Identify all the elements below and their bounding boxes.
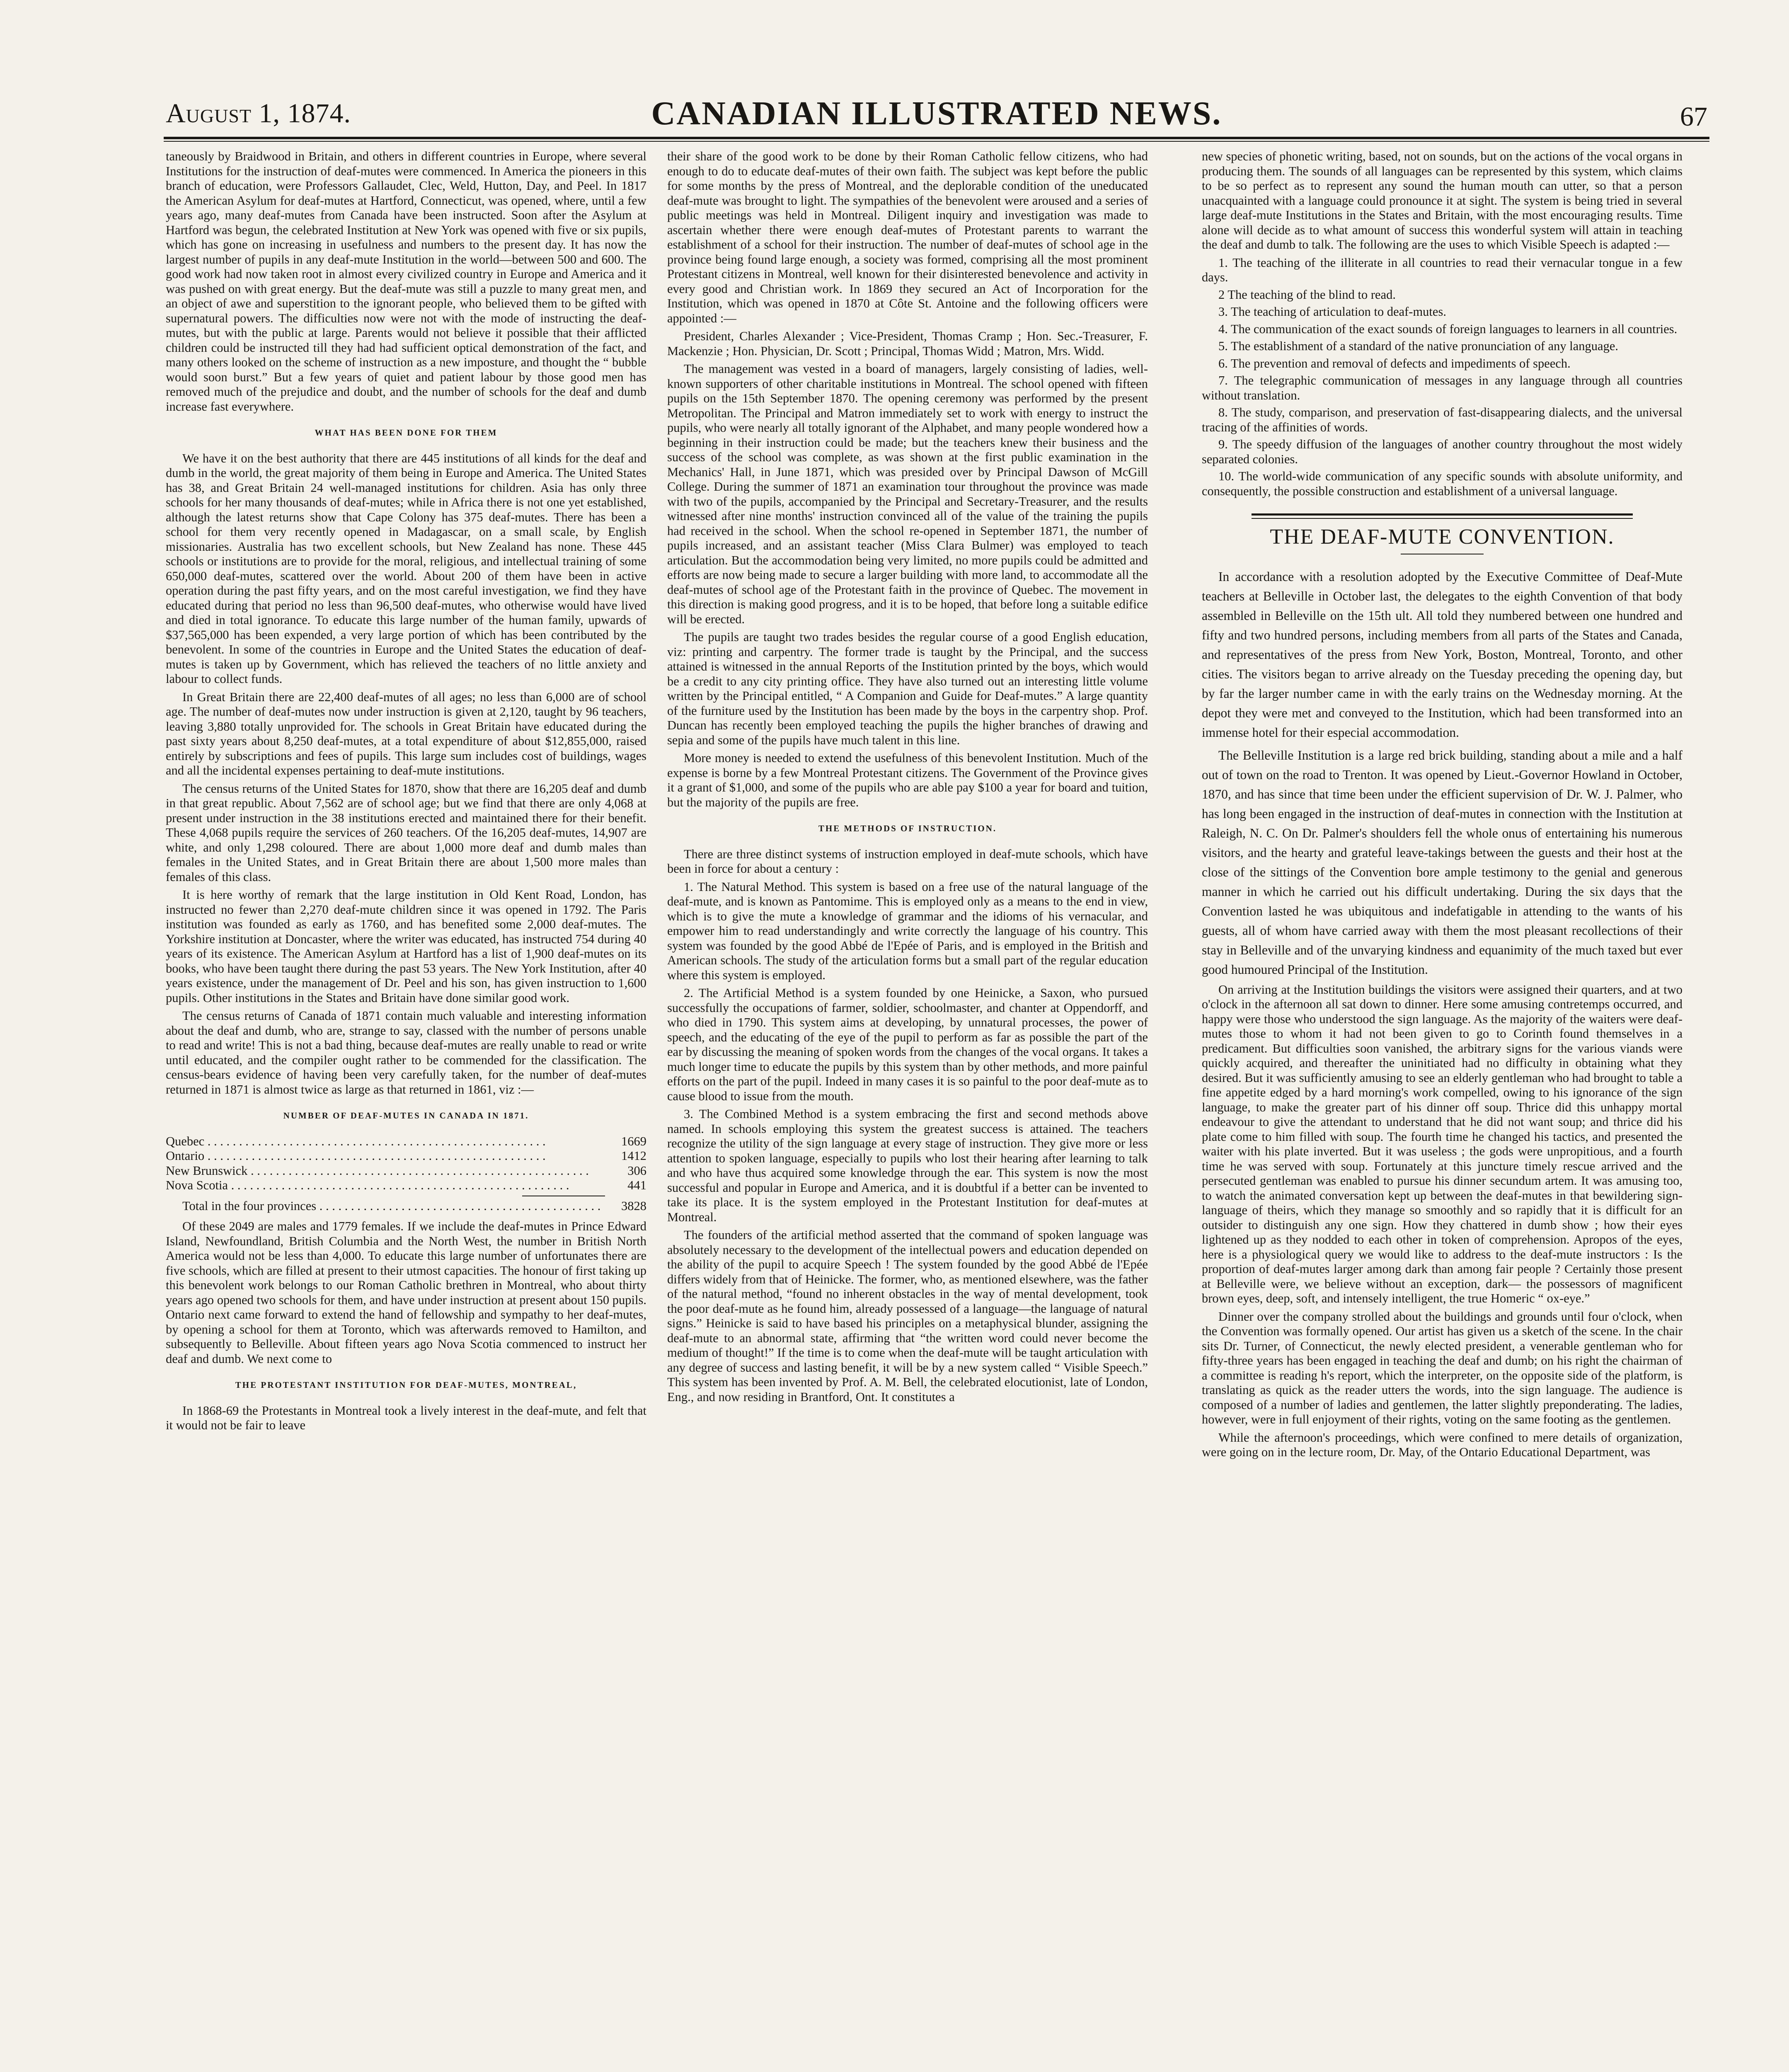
paragraph: 3. The Combined Method is a system embracing the first and second methods above named. In schools employing this system the greatest success is attained. The teachers recognize the utility of the sign language at every stage of instruction. They give more or less attention to spoken language, especially to pupils who lost their hearing after learning to talk and who have thus acquired some knowledge through the ear. This system is now the most successful and popular in Europe and America, and it is doubtful if a better can be invented to take its place. It is the system employed in the Protestant Institution for deaf-mutes at Montreal.: [667, 1107, 1148, 1224]
table-row: [166, 1149, 646, 1164]
column-3: [1202, 149, 1682, 2072]
table-row: [166, 1164, 646, 1179]
total-value: 3828: [621, 1198, 646, 1213]
paragraph: On arriving at the Institution buildings the visitors were assigned their quarters, and at two o'clock in the afternoon all sat down to dinner. Here some amusing contretemps occurred, and happy were those who understood the sign language. As the majority of the waiters were deaf-mutes those to whom it had not been given to go to Corinth found themselves in a predicament. But difficulties soon vanished, the arbitrary signs for the various viands were quickly acquired, and thereafter the uninitiated had no difficulty in obtaining what they desired. But it was sufficiently amusing to see an elderly gentleman who had brought to table a fine appetite edged by a hard morning's work compelled, owing to his ignorance of the sign language, to make the greater part of his dinner off soup. Thrice did this unhappy mortal endeavour to give the attendant to understand that he did not want soup; and thrice did his plate come to him filled with soup. The fourth time he changed his tactics, and presented the waiter with his plate inverted. But it was useless ; the gods were unpropitious, and a fourth time he was served with soup. Fortunately at this juncture timely rescue arrived and the persecuted gentleman was enabled to pursue his dinner secundum artem. It was amusing too, to watch the animated conversation kept up between the deaf-mutes in that bewildering sign-language of theirs, which they manage so smoothly and so rapidly that it is difficult for an outsider to distinguish any one sign. How they chattered in dumb show ; how their eyes lightened up as they nodded to each other in token of comprehension. Apropos of the eyes, here is a physiological query we would like to address to the deaf-mute instructors : Is the proportion of deaf-mutes larger among dark than among fair people ? Certainly those present at Belleville were, we believe without an exception, dark— the possessors of magnificent brown eyes, deep, soft, and intensely intelligent, the true Homeric “ ox-eye.”: [1202, 982, 1682, 1305]
paragraph: The Belleville Institution is a large red brick building, standing about a mile and a half out of town on the road to Trenton. It was opened by Lieut.-Governor Howland in October, 1870, and has since that time been under the efficient supervision of Dr. W. J. Palmer, who has long been engaged in the instruction of deaf-mutes in connection with the Institution at Raleigh, N. C. On Dr. Palmer's shoulders fell the whole onus of entertaining his numerous visitors, and the hearty and grateful leave-takings between the guests and their host at the close of the sittings of the Convention bore ample testimony to the genial and generous manner in which he carried out his difficult undertaking. During the six days that the Convention lasted he was ubiquitous and indefatigable in attending to the wants of his guests, all of whom have carried away with them the most pleasant recollections of their stay in Belleville and of the unvarying kindness and equanimity of the much taxed but ever good humoured Principal of the Institution.: [1202, 748, 1682, 977]
list-item: 8. The study, comparison, and preservation of fast-disappearing dialects, and the universal tracing of the affinities of words.: [1202, 405, 1682, 434]
paragraph: 1. The Natural Method. This system is based on a free use of the natural language of the deaf-mute, and is known as Pantomime. This is employed only as a means to the end in view, which is to give the mute a knowledge of grammar and the idioms of his vernacular, and empower him to read understandingly and write correctly the language of his country. This system was founded by the good Abbé de l'Epée of Paris, and is employed in the British and American schools. The study of the articulation forms but a small part of the regular education where this system is employed.: [667, 879, 1148, 982]
paragraph: We have it on the best authority that there are 445 institutions of all kinds for the deaf and dumb in the world, the great majority of them being in Europe and America. The United States has 38, and Great Britain 24 well-managed institutions for children. Asia has only three schools for her many thousands of deaf-mutes; while in Africa there is not one yet established, although the latest returns show that Cape Colony has 375 deaf-mutes. There has been a school for them very recently opened in Madagascar, on a small scale, by English missionaries. Australia has two excellent schools, but New Zealand has none. These 445 schools or institutions are to provide for the moral, religious, and intellectual training of some 650,000 deaf-mutes, scattered over the world. About 200 of them have been in active operation during the past fifty years, and on the most careful investigation, we find they have educated during that period no less than 96,500 deaf-mutes, who otherwise would have lived and died in total ignorance. To educate this large number of the human family, upwards of $37,565,000 has been expended, a very large portion of which has been contributed by the benevolent. In some of the countries in Europe and the United States the education of deaf-mutes is taken up by Government, which has relieved the teachers of no little anxiety and labour to collect funds.: [166, 451, 646, 686]
province-name: Nova Scotia . . .: [166, 1178, 601, 1193]
section-rule: [1252, 513, 1633, 516]
convention-intro: [1202, 567, 1682, 979]
province-name: Quebec . . .: [166, 1134, 601, 1149]
paragraph: The founders of the artificial method asserted that the command of spoken language was absolutely necessary to the development of the intellectual powers and education depended on the ability of the pupil to acquire Speech ! The system founded by the good Abbé de l'Epée differs widely from that of Heinicke. The former, who, as mentioned elsewhere, was the father of the natural method, “found no inherent obstacles in the way of mental development, took the poor deaf-mute as he found him, already possessed of a language—the language of natural signs.” Heinicke is said to have based his principles on a metaphysical blunder, assigning the deaf-mute to an abnormal state, affirming that “the written word could never become the medium of thought!” If the time is to come when the deaf-mute will be taught articulation with any degree of success and lasting benefit, it will be by a new system called “ Visible Speech.” This system has been invented by Prof. A. M. Bell, the celebrated elocutionist, late of London, Eng., and now residing in Brantford, Ont. It constitutes a: [667, 1228, 1148, 1404]
officers-list: President, Charles Alexander ; Vice-President, Thomas Cramp ; Hon. Sec.-Treasurer, F. Mackenzie ; Hon. Physician, Dr. Scott ; Principal, Thomas Widd ; Matron, Mrs. Widd.: [667, 329, 1148, 358]
list-item: 7. The telegraphic communication of messages in any language through all countries without translation.: [1202, 373, 1682, 402]
table-row: [166, 1134, 646, 1149]
visible-speech-uses-list: [1202, 256, 1682, 499]
table-row: [166, 1178, 646, 1193]
issue-date: August 1, 1874.: [166, 98, 351, 128]
province-count: 306: [627, 1163, 646, 1178]
paragraph: The census returns of the United States for 1870, show that there are 16,205 deaf and dumb in that great republic. About 7,562 are of school age; but we find that there are only 4,068 at present under instruction in the 38 institutions erected and maintained there for their benefit. These 4,068 pupils require the services of 260 teachers. Of the 16,205 deaf-mutes, 14,907 are white, and only 1,298 coloured. There are about 1,000 more deaf and dumb males than females in the United States, and in Great Britain there are about 1,500 more males than females of this class.: [166, 781, 646, 884]
subheading: THE PROTESTANT INSTITUTION FOR DEAF-MUTES, MONTREAL,: [235, 1380, 577, 1390]
paragraph: The pupils are taught two trades besides the regular course of a good English education, viz: printing and carpentry. The former trade is taught by the Principal, and the success attained is witnessed in the annual Reports of the Institution printed by the boys, which would be a credit to any city printing office. They have also turned out an interesting little volume written by the Principal entitled, “ A Companion and Guide for Deaf-mutes.” A large quantity of the furniture used by the Institution has been made by the boys in the carpentry shop. Prof. Duncan has recently been employed teaching the pupils the higher branches of drawing and sepia and some of the pupils have much talent in this line.: [667, 630, 1148, 747]
paragraph: their share of the good work to be done by their Roman Catholic fellow citizens, who had enough to do to educate deaf-mutes of their own faith. The subject was kept before the public for some months by the press of Montreal, and the deplorable condition of the uneducated deaf-mute was brought to light. The sympathies of the benevolent were aroused and a series of public meetings was held in Montreal. Diligent inquiry and investigation was made to ascertain whether there were enough deaf-mutes of Protestant parents to warrant the establishment of a school for their instruction. The number of deaf-mutes of school age in the province being found large enough, a society was formed, comprising all the most prominent Protestant citizens in Montreal, well known for their disinterested benevolence and activity in every good and Christian work. In 1869 they secured an Act of Incorporation for the Institution, which was opened in 1870 at Côte St. Antoine and the following officers were appointed :—: [667, 149, 1148, 325]
masthead-rule-thin: [164, 141, 1709, 142]
list-item: 4. The communication of the exact sounds of foreign languages to learners in all countries.: [1218, 322, 1678, 336]
list-item: 5. The establishment of a standard of the native pronunciation of any language.: [1218, 339, 1618, 353]
table-heading: NUMBER OF DEAF-MUTES IN CANADA IN 1871.: [283, 1111, 529, 1121]
paragraph: taneously by Braidwood in Britain, and others in different countries in Europe, where several Institutions for the instruction of deaf-mutes were commenced. In America the pioneers in this branch of education, were Professors Gallaudet, Clec, Weld, Hutton, Day, and Peel. In 1817 the American Asylum for deaf-mutes at Hartford, Connecticut, was opened, where, until a few years ago, many deaf-mutes from Canada have been instructed. Soon after the Asylum at Hartford was begun, the celebrated Institution at New York was opened with five or six pupils, which has gone on increasing in usefulness and numbers to the present day. It has now the largest number of pupils in any deaf-mute Institution in the world—between 500 and 600. The good work had now taken root in almost every civilized country in Europe and America and it was pushed on with great energy. But the deaf-mute was still a puzzle to many great men, and an object of awe and superstition to the ignorant people, who believed them to be gifted with supernatural powers. The difficulties now were not with the mode of instructing the deaf-mutes, but with the public at large. Parents would not believe it possible that their afflicted children could be instructed till they had had sufficient optical demonstration of the fact, and many others looked on the scheme of instruction as a new imposture, and thought the “ bubble would soon burst.” But a few years of quiet and patient labour by those good men has removed much of the prejudice and doubt, and the number of schools for the deaf and dumb increase fast everywhere.: [166, 149, 646, 414]
subheading: THE METHODS OF INSTRUCTION.: [818, 823, 997, 833]
paragraph: There are three distinct systems of instruction employed in deaf-mute schools, which have been in force for about a century :: [667, 847, 1148, 876]
list-item: 3. The teaching of articulation to deaf-mutes.: [1218, 305, 1446, 319]
masthead-rule: [164, 137, 1709, 139]
paragraph: In Great Britain there are 22,400 deaf-mutes of all ages; no less than 6,000 are of school age. The number of deaf-mutes now under instruction is given at 2,120, taught by 96 teachers, leaving 3,880 totally unprovided for. The schools in Great Britain have educated during the past sixty years about 8,250 deaf-mutes, at a total expenditure of about $12,855,000, raised entirely by subscriptions and fees of pupils. This large sum includes cost of buildings, wages and all the incidental expenses pertaining to deaf-mute institutions.: [166, 690, 646, 777]
subheading: WHAT HAS BEEN DONE FOR THEM: [315, 428, 498, 438]
masthead: [166, 93, 1707, 133]
list-item: 6. The prevention and removal of defects and impediments of speech.: [1218, 356, 1571, 370]
list-item: 10. The world-wide communication of any specific sounds with absolute uniformity, and consequently, the possible construction and establishment of a universal language.: [1202, 469, 1682, 498]
paragraph: 2. The Artificial Method is a system founded by one Heinicke, a Saxon, who pursued successfully the occupations of farmer, soldier, schoolmaster, and chanter at Oppendorff, and who died in 1790. This system aims at developing, by unnatural processes, the power of speech, and the educating of the eye of the pupil to perform as far as possible the part of the ear by discussing the meaning of spoken words from the changes of the vocal organs. It takes a much longer time to educate the pupils by this system than by other methods, and more painful efforts on the part of the pupil. Indeed in many cases it is so painful to the poor deaf-mute as to cause blood to issue from the mouth.: [667, 986, 1148, 1103]
list-item: 1. The teaching of the illiterate in all countries to read their vernacular tongue in a few days.: [1202, 255, 1682, 284]
page-number: 67: [1680, 102, 1707, 132]
convention-body: [1202, 983, 1682, 1460]
province-name: Ontario . . .: [166, 1149, 601, 1164]
paragraph: It is here worthy of remark that the large institution in Old Kent Road, London, has instructed no fewer than 2,270 deaf-mute children since it was opened in 1792. The Paris institution was founded as early as 1760, and has benefited some 2,000 deaf-mutes. The Yorkshire institution at Doncaster, where the writer was educated, has instructed 754 during 40 years of its existence. The American Asylum at Hartford has a list of 1,900 deaf-mutes on its books, who have been taught there during the past 53 years. The New York Institution, after 40 years existence, under the management of Dr. Peel and his son, has given instruction to 1,600 pupils. Other institutions in the States and Britain have done similar good work.: [166, 888, 646, 1005]
list-item: 2 The teaching of the blind to read.: [1218, 287, 1396, 302]
section-title: THE DEAF-MUTE CONVENTION.: [1270, 525, 1615, 549]
total-label: Total in the four provinces . . .: [166, 1199, 601, 1214]
paragraph: Of these 2049 are males and 1779 females. If we include the deaf-mutes in Prince Edward Island, Newfoundland, British Columbia and the North West, the number in British North America would not be less than 4,000. To educate this large number of unfortunates there are five schools, which are filled at present to their utmost capacities. The honour of first taking up this benevolent work belongs to our Roman Catholic brethren in Montreal, who about thirty years ago opened two schools for them, and have under instruction at present about 150 pupils. Ontario next came forward to extend the hand of fellowship and sympathy to her deaf-mutes, by opening a school for them at Toronto, which was afterwards removed to Hamilton, and subsequently to Belleville. About fifteen years ago Nova Scotia commenced to instruct her deaf and dumb. We next come to: [166, 1219, 646, 1366]
paragraph: Dinner over the company strolled about the buildings and grounds until four o'clock, when the Convention was formally opened. Our artist has given us a sketch of the scene. In the chair sits Dr. Turner, of Connecticut, the newly elected president, a venerable gentleman who for fifty-three years has been engaged in teaching the deaf and dumb; on his right the chairman of a committee is reading h's report, which the interpreter, on the opposite side of the platform, is translating as quick as the reader utters the words, into the sign language. The audience is composed of a number of ladies and gentlemen, the latter slightly preponderating. The ladies, however, were in full enjoyment of their rights, voting on the same footing as the gentlemen.: [1202, 1309, 1682, 1426]
paragraph: In accordance with a resolution adopted by the Executive Committee of Deaf-Mute teachers at Belleville in October last, the delegates to the eighth Convention of that body assembled in Belleville on the 15th ult. All told they numbered between one hundred and fifty and two hundred persons, including members from all parts of the States and Canada, and representatives of the press from New York, Boston, Montreal, Toronto, and other cities. The visitors began to arrive already on the Tuesday preceding the opening day, but by far the larger number came in with the early trains on the Wednesday morning. At the depot they were met and conveyed to the Institution, which had been transformed into an immense hotel for their especial accommodation.: [1202, 569, 1682, 740]
paragraph: The census returns of Canada of 1871 contain much valuable and interesting information about the deaf and dumb, who are, strange to say, classed with the number of persons unable to read and write! This is not a bad thing, because deaf-mutes are really unable to read or write until educated, and the compiler ought rather to be commended for the classification. The census-bears evidence of having been very carefully taken, for the number of deaf-mutes returned in 1871 is almost twice as large as that returned in 1861, viz :—: [166, 1009, 646, 1097]
paragraph: While the afternoon's proceedings, which were confined to mere details of organization, were going on in the lecture room, Dr. May, of the Ontario Educational Department, was: [1202, 1430, 1682, 1459]
paragraph: The management was vested in a board of managers, largely consisting of ladies, well-known supporters of other charitable institutions in Montreal. The school opened with fifteen pupils on the 15th September 1870. The opening ceremony was performed by the present Metropolitan. The Principal and Matron immediately set to work with energy to instruct the pupils, who were nearly all totally ignorant of the Alphabet, and many people wondered how a beginning in their instruction could be made; but the teachers knew their business and the success of the school was complete, as was shown at the first public examination in the Mechanics' Hall, in June 1871, which was presided over by Principal Dawson of McGill College. During the summer of 1871 an examination tour throughout the province was made with two of the pupils, accompanied by the Principal and Secretary-Treasurer, and the results witnessed after nine months' instruction convinced all of the value of the training the pupils had received in the school. When the school re-opened in September 1871, the number of pupils increased, and an assistant teacher (Miss Clara Bulmer) was employed to teach articulation. But the accommodation being very limited, no more pupils could be admitted and efforts are now being made to secure a larger building with more land, to accommodate all the deaf-mutes of school age of the Protestant faith in the province of Quebec. The movement in this direction is making good progress, and it is to be hoped, that before long a suitable edifice will be erected.: [667, 362, 1148, 626]
province-count: 1412: [621, 1149, 646, 1163]
deaf-mutes-table: [166, 1134, 646, 1214]
province-count: 1669: [621, 1134, 646, 1148]
column-1: [166, 149, 646, 2072]
column-2: [667, 149, 1148, 2072]
table-total-row: [166, 1199, 646, 1214]
paragraph: More money is needed to extend the usefulness of this benevolent Institution. Much of the expense is borne by a few Montreal Protestant citizens. The Government of the Province gives it a grant of $1,000, and some of the pupils who are able pay $100 a year for board and tuition, but the majority of the pupils are free.: [667, 751, 1148, 809]
province-count: 441: [627, 1178, 646, 1192]
list-item: 9. The speedy diffusion of the languages of another country throughout the most widely separated colonies.: [1202, 437, 1682, 466]
paragraph: new species of phonetic writing, based, not on sounds, but on the actions of the vocal organs in producing them. The sounds of all languages can be represented by this system, which claims to be so perfect as to represent any sound the human mouth can utter, so that a person unacquainted with a language could pronounce it at sight. The system is being tried in several large deaf-mute Institutions in the States and Britain, with the most encouraging results. Time alone will decide as to what amount of success this wonderful system will attain in teaching the deaf and dumb to talk. The following are the uses to which Visible Speech is adapted :—: [1202, 149, 1682, 252]
newspaper-title: CANADIAN ILLUSTRATED NEWS.: [651, 95, 1222, 132]
province-name: New Brunswick . . .: [166, 1164, 601, 1179]
paragraph: In 1868-69 the Protestants in Montreal took a lively interest in the deaf-mute, and felt that it would not be fair to leave: [166, 1403, 646, 1432]
section-rule-thin: [1252, 518, 1633, 519]
